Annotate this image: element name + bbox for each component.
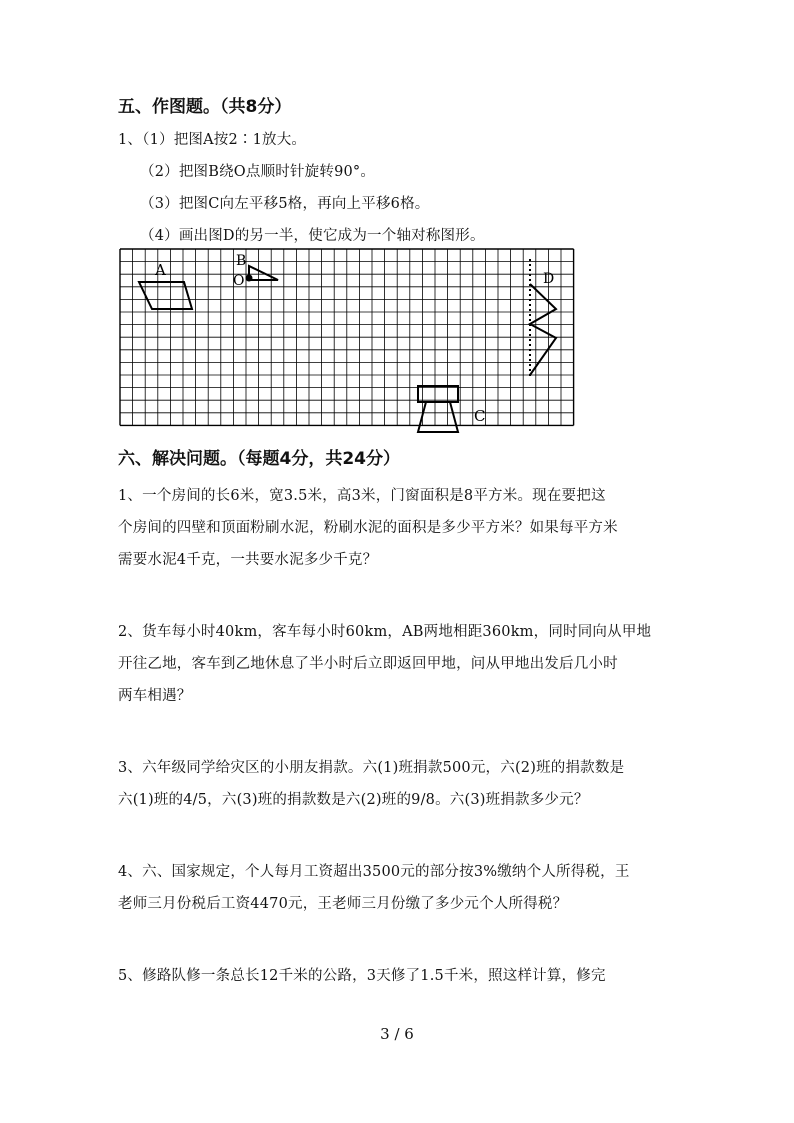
label-c: C [474,407,486,425]
figure-c-top-rect [418,386,458,402]
q1-instruction-4: （4）画出图D的另一半，使它成为一个轴对称图形。 [140,228,485,244]
problem-1-line-1: 1、一个房间的长6米，宽3.5米，高3米，门窗面积是8平方米。现在要把这 [118,488,606,504]
problem-3-line-1: 3、六年级同学给灾区的小朋友捐款。六(1)班捐款500元，六(2)班的捐款数是 [118,760,625,776]
figure-c-legs [418,402,458,432]
q1-instruction-3: （3）把图C向左平移5格，再向上平移6格。 [140,196,430,212]
problem-2-line-1: 2、货车每小时40km，客车每小时60km，AB两地相距360km，同时同向从甲地 [118,624,652,640]
figure-a-parallelogram [139,282,192,309]
label-a: A [155,261,166,279]
problem-5-line-1: 5、修路队修一条总长12千米的公路，3天修了1.5千米，照这样计算，修完 [118,968,606,984]
grid-lines [120,249,574,425]
problem-1-line-2: 个房间的四壁和顶面粉刷水泥，粉刷水泥的面积是多少平方米？如果每平方米 [118,520,618,536]
label-o: O [233,273,245,289]
grid-figure [118,247,575,435]
figure-b-triangle [249,266,278,280]
problem-4-line-1: 4、六、国家规定，个人每月工资超出3500元的部分按3%缴纳个人所得税，王 [118,864,630,880]
label-d: D [543,271,555,287]
problem-3-line-2: 六(1)班的4/5，六(3)班的捐款数是六(2)班的9/8。六(3)班捐款多少元？ [118,792,589,808]
problem-2-line-2: 开往乙地，客车到乙地休息了半小时后立即返回甲地，问从甲地出发后几小时 [118,656,618,672]
drawing-grid [118,247,575,435]
point-o [246,275,253,282]
q1-instruction-1: 1、（1）把图A按2∶1放大。 [118,132,307,148]
q1-instruction-2: （2）把图B绕O点顺时针旋转90°。 [140,164,376,180]
figure-d-half [530,284,556,375]
label-b: B [236,253,247,269]
section-6-heading: 六、解决问题。（每题4分，共24分） [118,449,400,469]
problem-2-line-3: 两车相遇？ [118,688,192,704]
problem-4-line-2: 老师三月份税后工资4470元，王老师三月份缴了多少元个人所得税？ [118,896,568,912]
problem-1-line-3: 需要水泥4千克，一共要水泥多少千克？ [118,552,378,568]
page-number: 3 / 6 [380,1025,414,1043]
section-5-heading: 五、作图题。（共8分） [118,97,292,117]
